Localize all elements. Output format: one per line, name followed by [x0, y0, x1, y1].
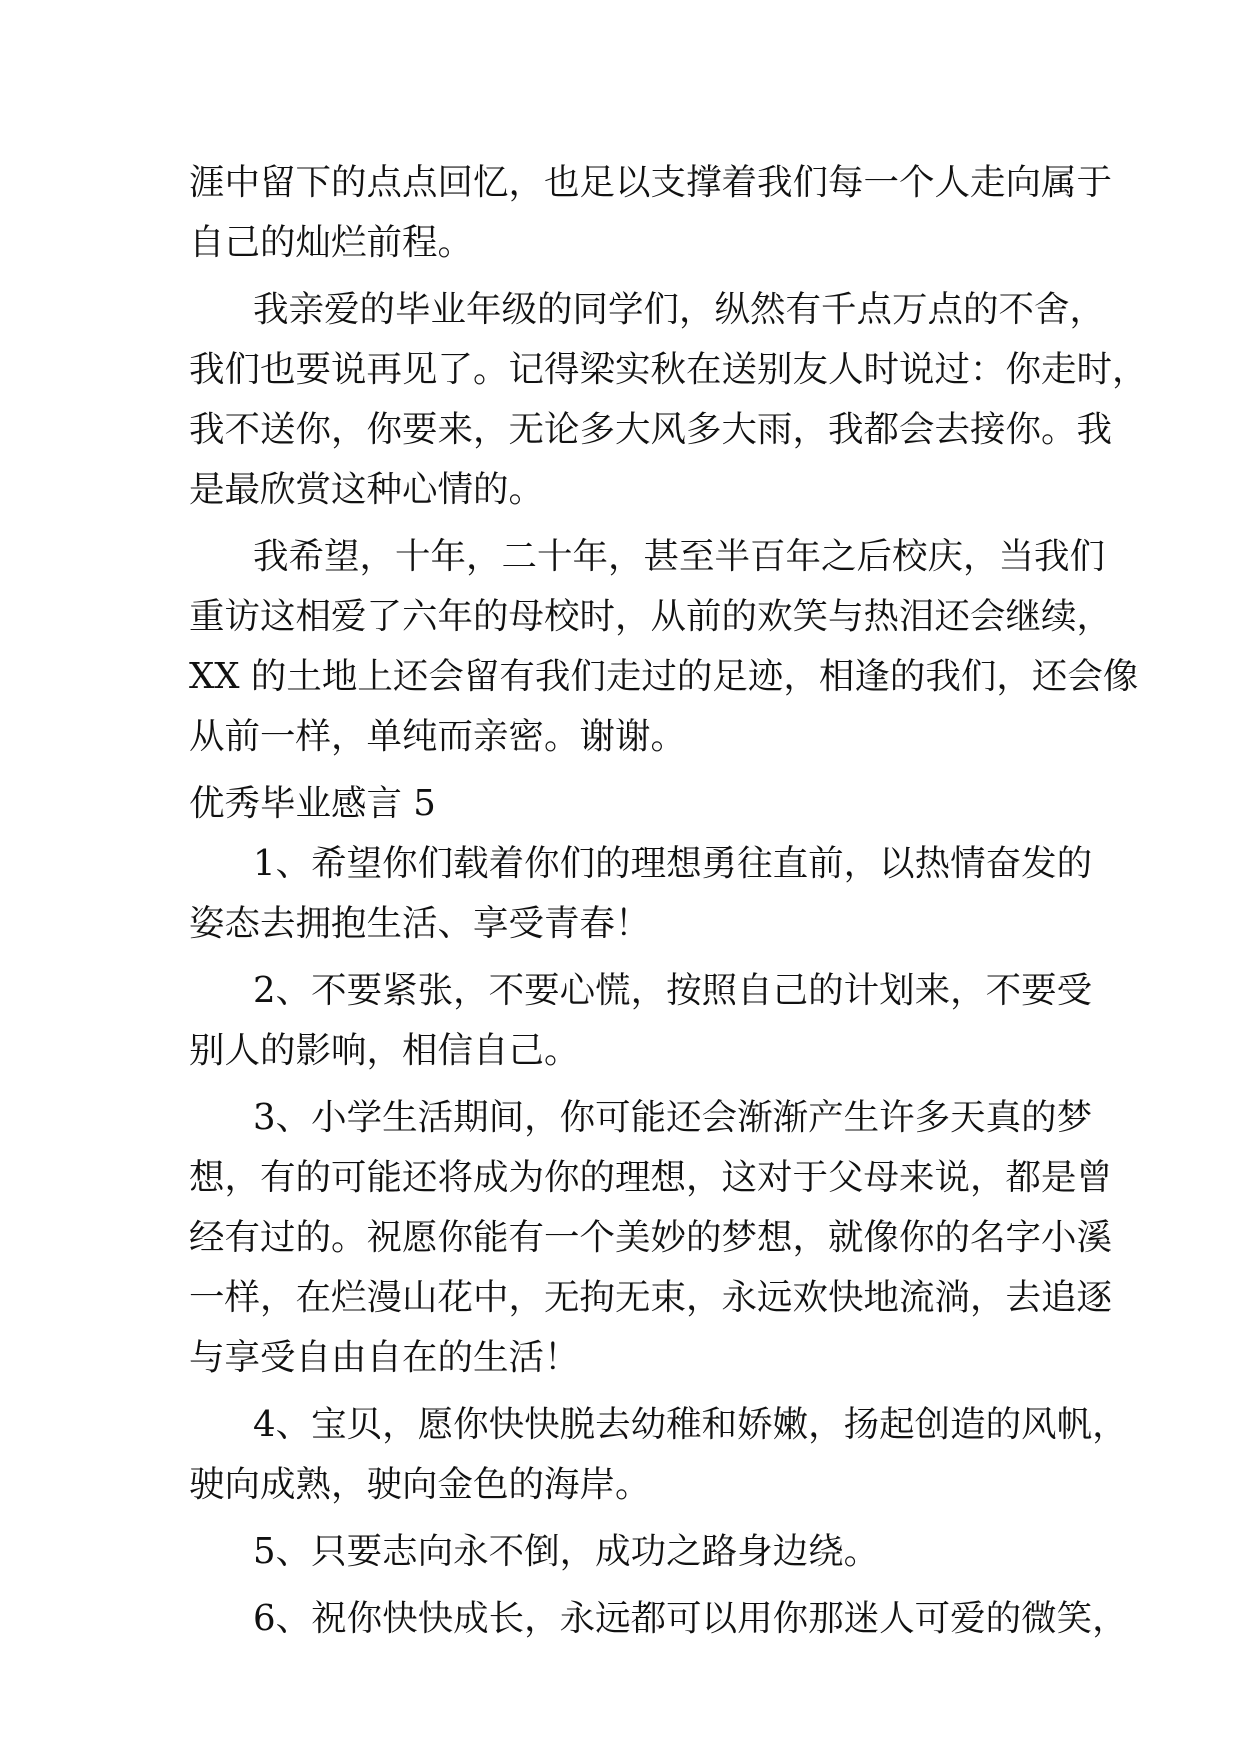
paragraph: [189, 1522, 1069, 1582]
paragraph-line: 自己的灿烂前程。: [189, 222, 474, 263]
paragraph-gap: [189, 1582, 1069, 1589]
paragraph: [189, 153, 1113, 273]
paragraph-line: 4、宝贝，愿你快快脱去幼稚和娇嫩，扬起创造的风帆，: [253, 1404, 1128, 1445]
paragraph-line: 经有过的。祝愿你能有一个美妙的梦想，就像你的名字小溪: [189, 1217, 1113, 1258]
paragraph-line: 别人的影响，相信自己。: [189, 1030, 580, 1071]
paragraph-line: 重访这相爱了六年的母校时，从前的欢笑与热泪还会继续，: [189, 596, 1113, 637]
paragraph-line: 3、小学生活期间，你可能还会渐渐产生许多天真的梦: [253, 1097, 1093, 1138]
paragraph-line: 涯中留下的点点回忆，也足以支撑着我们每一个人走向属于: [189, 162, 1113, 203]
paragraph: [189, 1395, 1128, 1515]
paragraph-gap: [189, 273, 1069, 280]
paragraph-line: XX 的土地上还会留有我们走过的足迹，相逢的我们，还会像: [189, 656, 1139, 697]
section-heading: [189, 774, 1069, 834]
paragraph-line: 6、祝你快快成长，永远都可以用你那迷人可爱的微笑，: [253, 1598, 1128, 1639]
heading-text: 优秀毕业感言 5: [189, 783, 436, 824]
paragraph-line: 2、不要紧张，不要心慌，按照自己的计划来，不要受: [253, 970, 1093, 1011]
paragraph-gap: [189, 1388, 1069, 1395]
paragraph: [189, 280, 1148, 520]
paragraph-gap: [189, 520, 1069, 527]
paragraph-line: 驶向成熟，驶向金色的海岸。: [189, 1464, 651, 1505]
paragraph-line: 我不送你，你要来，无论多大风多大雨，我都会去接你。我: [189, 409, 1113, 450]
paragraph-line: 是最欣赏这种心情的。: [189, 469, 545, 510]
paragraph-gap: [189, 767, 1069, 774]
paragraph: [189, 1589, 1128, 1649]
paragraph-line: 姿态去拥抱生活、享受青春！: [189, 903, 651, 944]
document-body: [189, 153, 1148, 1649]
paragraph: [189, 961, 1093, 1081]
paragraph-line: 想，有的可能还将成为你的理想，这对于父母来说，都是曾: [189, 1157, 1113, 1198]
paragraph-line: 一样，在烂漫山花中，无拘无束，永远欢快地流淌，去追逐: [189, 1277, 1113, 1318]
paragraph-line: 从前一样，单纯而亲密。谢谢。: [189, 716, 687, 757]
paragraph-line: 1、希望你们载着你们的理想勇往直前，以热情奋发的: [253, 843, 1093, 884]
paragraph-gap: [189, 954, 1069, 961]
paragraph-line: 与享受自由自在的生活！: [189, 1337, 580, 1378]
paragraph: [189, 834, 1093, 954]
paragraph: [189, 527, 1139, 767]
paragraph-line: 我希望，十年，二十年，甚至半百年之后校庆，当我们: [253, 536, 1106, 577]
paragraph-line: 我亲爱的毕业年级的同学们，纵然有千点万点的不舍，: [253, 289, 1106, 330]
paragraph: [189, 1088, 1113, 1388]
paragraph-gap: [189, 1515, 1069, 1522]
paragraph-line: 我们也要说再见了。记得梁实秋在送别友人时说过：你走时，: [189, 349, 1148, 390]
paragraph-gap: [189, 1081, 1069, 1088]
paragraph-line: 5、只要志向永不倒，成功之路身边绕。: [253, 1531, 880, 1572]
